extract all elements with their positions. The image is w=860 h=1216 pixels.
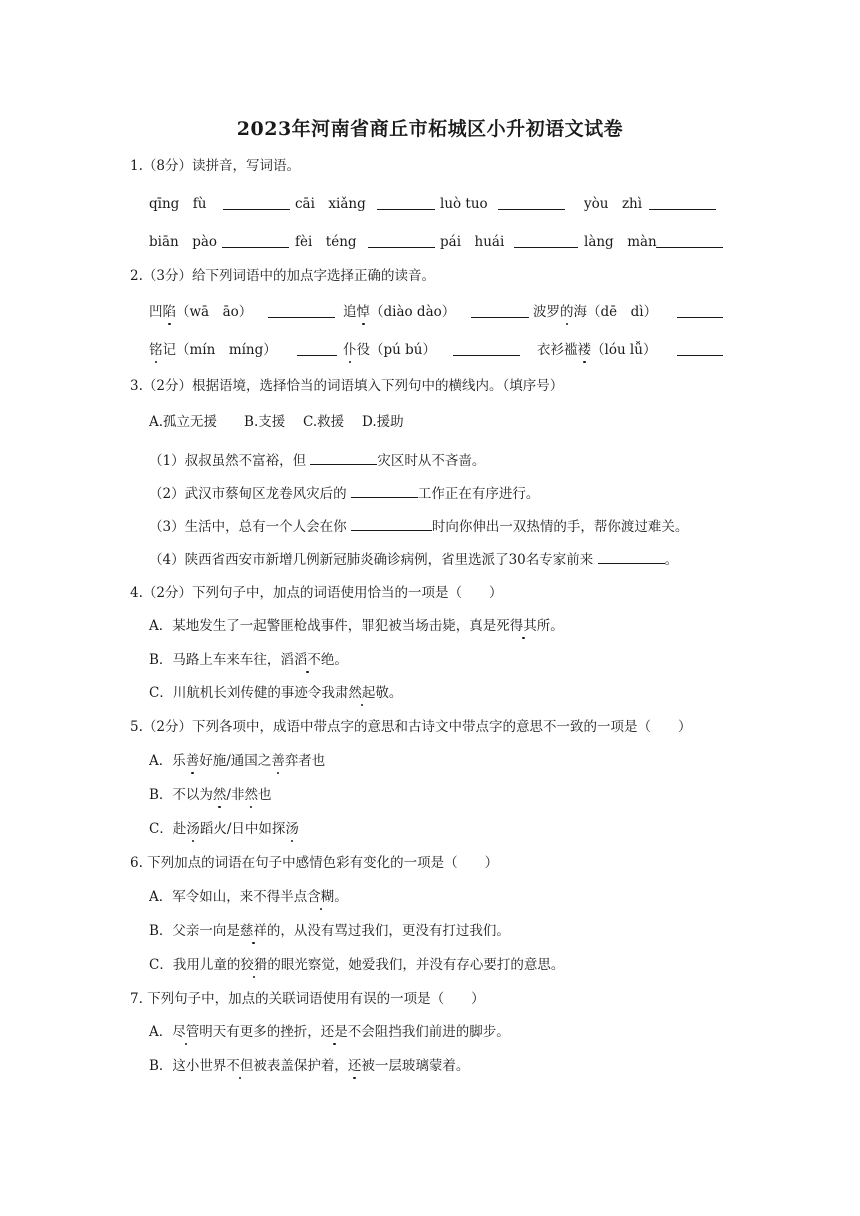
q1-pinyin: qīng fù <box>149 196 207 212</box>
dotted-char: 然 <box>212 787 227 803</box>
dotted-word: 滔滔不绝 <box>280 652 335 668</box>
q1-pinyin: luò tuo <box>440 196 488 212</box>
q3-sentence: （2）武汉市蔡甸区龙卷风灾后的 工作正在有序进行。 <box>149 486 540 502</box>
q7-option-a[interactable]: A．尽管明天有更多的挫折，还是不会阻挡我们前进的脚步。 <box>149 1024 510 1040</box>
q6-option-b[interactable]: B．父亲一向是慈祥的，从没有骂过我们，更没有打过我们。 <box>149 923 510 939</box>
dotted-word: 慈祥 <box>239 923 267 939</box>
dotted-char: 善 <box>271 753 285 769</box>
q3-options: A.孤立无援 B.支援 C.救援 D.援助 <box>149 414 404 430</box>
q2-answer-blank[interactable] <box>453 341 520 356</box>
q1-pinyin: pái huái <box>440 234 505 250</box>
q3-answer-blank[interactable] <box>351 517 432 531</box>
q2-item: 衣衫褴褛（lóu lǚ） <box>537 342 657 358</box>
q4-option-c[interactable]: C．川航机长刘传健的事迹令我肃然起敬。 <box>149 685 403 701</box>
q1-answer-blank[interactable] <box>649 195 716 210</box>
dotted-char: 悼 <box>356 304 370 320</box>
q1-answer-blank[interactable] <box>222 233 289 248</box>
q2-answer-blank[interactable] <box>677 341 723 356</box>
q1-answer-blank[interactable] <box>498 195 565 210</box>
q1-answer-blank[interactable] <box>656 233 723 248</box>
q1-answer-blank[interactable] <box>368 233 435 248</box>
q1-pinyin: biān pào <box>149 234 218 250</box>
q2-stem: 2.（3分）给下列词语中的加点字选择正确的读音。 <box>130 268 435 284</box>
dotted-word: 狡猾 <box>240 957 268 973</box>
q1-pinyin: làng màn <box>584 234 657 250</box>
q3-answer-blank[interactable] <box>598 550 665 564</box>
q5-option-b[interactable]: B．不以为然/非然也 <box>149 787 272 803</box>
q1-answer-blank[interactable] <box>514 233 578 248</box>
dotted-char: 汤 <box>285 821 299 837</box>
q5-option-c[interactable]: C．赴汤蹈火/日中如探汤 <box>149 821 299 837</box>
dotted-char: 善 <box>185 753 200 769</box>
dotted-word: 不但 <box>226 1058 254 1074</box>
q7-option-b[interactable]: B．这小世界不但被表盖保护着，还被一层玻璃蒙着。 <box>149 1058 470 1074</box>
dotted-word: 含糊 <box>307 889 335 905</box>
q4-option-b[interactable]: B．马路上车来车往，滔滔不绝。 <box>149 652 348 668</box>
q2-answer-blank[interactable] <box>268 303 335 318</box>
q1-pinyin: fèi téng <box>295 234 357 250</box>
q3-sentence: （3）生活中，总有一个人会在你 时向你伸出一双热情的手，帮你渡过难关。 <box>149 519 689 535</box>
q2-item: 铭记（mín míng） <box>149 342 277 358</box>
q3-sentence: （1）叔叔虽然不富裕，但 灾区时从不吝啬。 <box>149 453 486 469</box>
q1-stem: 1.（8分）读拼音，写词语。 <box>130 158 300 174</box>
dotted-char: 仆 <box>343 342 357 358</box>
q5-stem: 5.（2分）下列各项中，成语中带点字的意思和古诗文中带点字的意思不一致的一项是（ ） <box>130 719 692 735</box>
q3-sentence: （4）陕西省西安市新增几例新冠肺炎确诊病例，省里选派了30名专家前来 。 <box>149 552 679 568</box>
dotted-char: 铭 <box>149 342 163 358</box>
q6-option-c[interactable]: C．我用儿童的狡猾的眼光察觉，她爱我们，并没有存心要打的意思。 <box>149 957 565 973</box>
dotted-word: 死得其所 <box>496 618 551 634</box>
q2-answer-blank[interactable] <box>677 303 723 318</box>
q2-item: 凹陷（wā āo） <box>149 304 253 320</box>
q6-option-a[interactable]: A．军令如山，来不得半点含糊。 <box>149 889 348 905</box>
q3-stem: 3.（2分）根据语境，选择恰当的词语填入下列句中的横线内。（填序号） <box>130 378 564 394</box>
q4-stem: 4.（2分）下列句子中，加点的词语使用恰当的一项是（ ） <box>130 585 503 601</box>
q4-option-a[interactable]: A．某地发生了一起警匪枪战事件，罪犯被当场击毙，真是死得其所。 <box>149 618 564 634</box>
q7-stem: 7. 下列句子中，加点的关联词语使用有误的一项是（ ） <box>130 991 485 1007</box>
q3-answer-blank[interactable] <box>310 451 377 465</box>
q1-answer-blank[interactable] <box>377 195 435 210</box>
q6-stem: 6. 下列加点的词语在句子中感情色彩有变化的一项是（ ） <box>130 855 499 871</box>
q2-answer-blank[interactable] <box>471 303 529 318</box>
exam-title: 2023年河南省商丘市柘城区小升初语文试卷 <box>236 118 624 140</box>
q2-item: 追悼（diào dào） <box>343 304 456 320</box>
q2-item: 波罗的海（dē dì） <box>533 304 658 320</box>
q1-answer-blank[interactable] <box>223 195 290 210</box>
dotted-word: 肃然起敬 <box>334 685 389 701</box>
dotted-word: 尽管 <box>172 1024 200 1040</box>
dotted-char: 陷 <box>162 304 176 320</box>
q2-item: 仆役（pú bú） <box>343 342 436 358</box>
q1-pinyin: yòu zhì <box>584 196 643 212</box>
q1-pinyin: cāi xiǎng <box>295 196 366 212</box>
dotted-char: 褛 <box>577 342 591 358</box>
q3-answer-blank[interactable] <box>351 484 418 498</box>
q2-answer-blank[interactable] <box>297 341 337 356</box>
dotted-char: 汤 <box>186 821 200 837</box>
q5-option-a[interactable]: A．乐善好施/通国之善弈者也 <box>149 753 326 769</box>
dotted-word: 还 <box>347 1058 362 1074</box>
dotted-char: 的 <box>560 304 574 320</box>
dotted-word: 还是 <box>320 1024 348 1040</box>
dotted-char: 然 <box>244 787 258 803</box>
